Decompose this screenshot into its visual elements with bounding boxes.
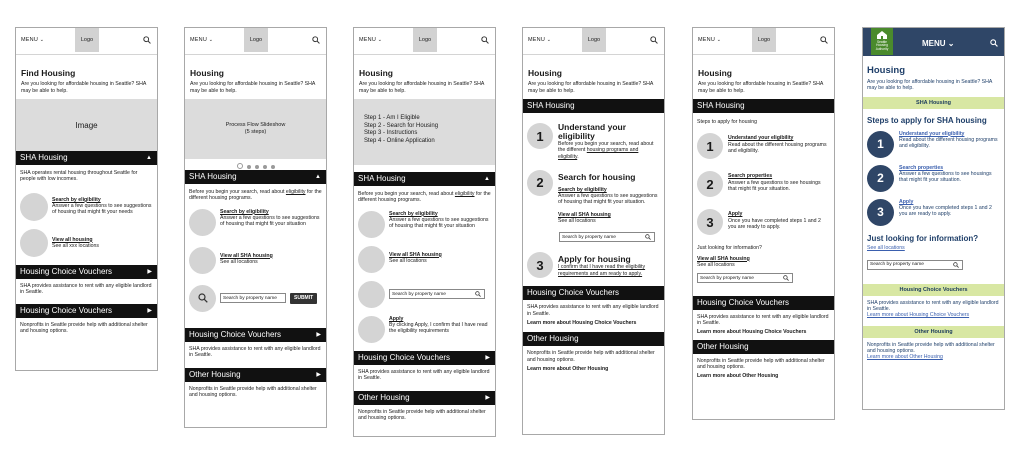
before-text: Before you begin your search, read about eligibility for the different housing programs. <box>358 191 491 204</box>
other-text: Nonprofits in Seattle provide help with additional shelter and housing options. <box>358 409 486 422</box>
search-icon[interactable] <box>820 36 828 44</box>
list-item <box>358 246 491 273</box>
view-all-housing-link[interactable]: View all housing <box>52 236 93 243</box>
circle-placeholder <box>20 193 48 221</box>
step-3 <box>527 252 660 278</box>
search-eligibility-link[interactable]: Search by eligibility <box>558 186 607 193</box>
eligibility-link[interactable]: eligibility <box>454 191 475 197</box>
caret-right-icon: ▶ <box>147 268 152 275</box>
item-text: By clicking Apply, I confirm that I have read the eligibility requirements <box>389 321 488 335</box>
view-all-sha-link[interactable]: View all SHA housing <box>220 252 273 259</box>
circle-placeholder <box>358 211 385 238</box>
header <box>185 28 326 55</box>
search-icon[interactable] <box>645 234 651 240</box>
slideshow-placeholder[interactable] <box>185 99 326 159</box>
logo: Logo <box>752 28 776 52</box>
view-all-sha-link[interactable]: View all SHA housing <box>558 211 611 218</box>
learn-hcv-link[interactable]: Learn more about Housing Choice Vouchers <box>867 312 970 319</box>
wireframe-1 <box>15 27 158 371</box>
list-item <box>358 316 491 343</box>
chevron-down-icon: ⌄ <box>947 39 955 48</box>
step-text: Once you have completed steps 1 and 2 you are ready to apply. <box>899 204 992 218</box>
item-text: Answer a few questions to see suggestions of housing that might fit your needs <box>52 202 152 216</box>
search-row <box>189 285 322 312</box>
item-text: See all xxx locations <box>52 242 99 249</box>
step-number: 3 <box>867 199 894 226</box>
section-bar-sha-housing[interactable]: SHA Housing ▲ <box>16 151 157 165</box>
hcv-text: SHA provides assistance to rent with any eligible landlord in Seattle. <box>20 282 152 295</box>
header <box>693 28 834 55</box>
search-icon[interactable] <box>650 36 658 44</box>
apply-link[interactable]: Apply <box>728 211 743 218</box>
step-1 <box>867 131 1000 158</box>
circle-placeholder <box>358 246 385 273</box>
search-icon[interactable] <box>475 291 481 297</box>
search-input[interactable]: Search by property name <box>389 289 485 299</box>
logo: Logo <box>413 28 437 52</box>
image-placeholder: Image <box>16 99 157 151</box>
step-title: Understand your eligibility <box>558 122 627 141</box>
caret-up-icon: ▲ <box>146 155 152 161</box>
wireframe-5 <box>692 27 835 420</box>
step-3 <box>697 209 830 235</box>
step-2 <box>527 170 660 224</box>
search-icon[interactable] <box>953 262 959 268</box>
search-eligibility-link[interactable]: Search by eligibility <box>52 196 101 203</box>
item-text: Answer a few questions to see suggestions of housing that might fit your situation <box>389 216 489 230</box>
learn-other-link[interactable]: Learn more about Other Housing <box>867 354 943 361</box>
info-heading: Just looking for information? <box>867 233 979 243</box>
section-bar-sha-housing[interactable]: SHA Housing ▲ <box>354 172 495 186</box>
section-bar-sha-housing[interactable]: SHA Housing <box>863 97 1004 109</box>
list-item <box>189 247 322 274</box>
steps-label: Steps to apply for housing <box>697 119 757 125</box>
step-number: 1 <box>527 123 553 149</box>
logo: Logo <box>244 28 268 52</box>
step-item[interactable]: Step 4 - Online Application <box>364 137 435 144</box>
step-text: See all locations <box>558 218 596 225</box>
confirm-apply-link[interactable]: I confirm that I have read the eligibility requirements and am ready to apply. <box>558 264 646 277</box>
section-bar-other[interactable]: Other Housing <box>693 340 834 354</box>
slideshow-steps: (5 steps) <box>244 129 267 135</box>
step-number: 2 <box>527 170 553 196</box>
step-title: Search for housing <box>558 171 636 182</box>
learn-other-link[interactable]: Learn more about Other Housing <box>697 372 779 379</box>
section-bar-sha-housing[interactable]: SHA Housing <box>693 99 834 113</box>
step-text: Once you have completed steps 1 and 2 you are ready to apply. <box>728 217 821 230</box>
header <box>523 28 664 55</box>
chevron-down-icon: ⌄ <box>716 37 722 43</box>
step-number: 2 <box>867 165 894 192</box>
step-number: 2 <box>697 171 723 197</box>
chevron-down-icon: ⌄ <box>377 37 383 43</box>
search-properties-link[interactable]: Search properties <box>728 173 773 180</box>
eligibility-link[interactable]: Understand your eligibility <box>899 130 965 137</box>
search-row <box>358 281 491 308</box>
intro-text: Are you looking for affordable housing in Seattle? SHA may be able to help. <box>867 79 993 92</box>
steps-heading: Steps to apply for SHA housing <box>867 115 987 125</box>
wireframe-6-styled <box>862 27 1005 410</box>
search-input[interactable]: Search by property name <box>559 232 655 242</box>
other-text: Nonprofits in Seattle provide help with additional shelter and housing options. <box>867 341 995 355</box>
section-bar-hcv[interactable]: Housing Choice Vouchers ▶ <box>185 328 326 342</box>
page-title: Find Housing <box>21 68 76 78</box>
caret-right-icon: ▶ <box>147 308 152 315</box>
page-title: Housing <box>359 68 393 78</box>
circle-placeholder <box>358 316 385 343</box>
menu-button[interactable]: MENU ⌄ <box>922 39 955 48</box>
step-item[interactable]: Step 2 - Search for Housing <box>364 122 439 129</box>
header <box>16 28 157 55</box>
submit-button[interactable]: SUBMIT <box>290 293 317 304</box>
wireframe-3 <box>353 27 496 437</box>
step-1 <box>697 133 830 159</box>
section-bar-hcv[interactable]: Housing Choice Vouchers ▶ <box>354 351 495 365</box>
search-icon[interactable] <box>990 39 998 47</box>
menu-button[interactable]: MENU ⌄ <box>359 37 383 43</box>
circle-placeholder <box>189 285 216 312</box>
header <box>354 28 495 55</box>
menu-button[interactable]: MENU ⌄ <box>698 37 722 43</box>
page-title: Housing <box>867 65 905 76</box>
search-icon[interactable] <box>783 275 789 281</box>
menu-button[interactable]: MENU ⌄ <box>190 37 214 43</box>
circle-placeholder <box>358 281 385 308</box>
housing-programs-link[interactable]: housing programs and eligibility <box>558 147 639 160</box>
caret-right-icon: ▶ <box>485 395 490 402</box>
view-all-sha-link[interactable]: View all SHA housing <box>389 251 442 258</box>
section-bar-other[interactable]: Other Housing <box>523 332 664 346</box>
page-title: Housing <box>190 68 224 78</box>
section-bar-other[interactable]: Other Housing ▶ <box>354 391 495 405</box>
apply-link[interactable]: Apply <box>389 315 404 322</box>
wireframe-2 <box>184 27 327 428</box>
learn-other-link[interactable]: Learn more about Other Housing <box>527 365 609 372</box>
caret-right-icon: ▶ <box>485 354 490 361</box>
intro-text: Are you looking for affordable housing in Seattle? SHA may be able to help. <box>698 81 824 94</box>
caret-right-icon: ▶ <box>316 372 321 379</box>
circle-placeholder <box>20 229 48 257</box>
step-title: Apply for housing <box>558 254 631 265</box>
section-bar-other[interactable]: Other Housing ▶ <box>185 368 326 382</box>
search-icon[interactable] <box>143 36 151 44</box>
step-3 <box>867 199 1000 226</box>
wireframe-4 <box>522 27 665 435</box>
caret-up-icon: ▲ <box>484 176 490 182</box>
step-text: Read about the different housing programs and eligibility. <box>899 136 998 150</box>
intro-text: Are you looking for affordable housing in Seattle? SHA may be able to help. <box>21 81 147 94</box>
caret-right-icon: ▶ <box>316 331 321 338</box>
search-eligibility-link[interactable]: Search by eligibility <box>220 208 269 215</box>
step-item[interactable]: Step 1 - Am I Eligible <box>364 115 420 121</box>
step-2 <box>867 165 1000 192</box>
sha-logo: Seattle Housing Authority <box>871 28 893 55</box>
step-text: Answer a few questions to see suggestions of housing that might fit your situation. <box>558 193 658 206</box>
learn-hcv-link[interactable]: Learn more about Housing Choice Vouchers <box>527 319 637 326</box>
circle-placeholder <box>189 209 216 236</box>
logo: Logo <box>75 28 99 52</box>
see-all-locations-link[interactable]: See all locations <box>867 244 905 251</box>
house-icon <box>876 30 888 39</box>
other-text: Nonprofits in Seattle provide help with additional shelter and housing options. <box>189 386 317 399</box>
chevron-down-icon: ⌄ <box>546 37 552 43</box>
step-number: 3 <box>527 252 553 278</box>
menu-button[interactable]: MENU ⌄ <box>528 37 552 43</box>
search-icon[interactable] <box>481 36 489 44</box>
item-text: See all locations <box>220 258 258 265</box>
step-1 <box>527 123 660 160</box>
step-text: Answer a few questions to see housings that might fit your situation. <box>728 179 821 192</box>
section-bar-hcv[interactable]: Housing Choice Vouchers <box>693 296 834 310</box>
list-item <box>189 209 322 236</box>
list-item <box>20 193 153 221</box>
search-input[interactable]: Search by property name <box>697 273 793 283</box>
other-text: Nonprofits in Seattle provide help with additional shelter and housing options. <box>527 350 655 363</box>
section-bar-sha-housing[interactable]: SHA Housing <box>523 99 664 113</box>
hcv-text: SHA provides assistance to rent with any eligible landlord in Seattle. <box>867 299 999 313</box>
intro-text: Are you looking for affordable housing in Seattle? SHA may be able to help. <box>190 81 316 94</box>
step-2 <box>697 171 830 197</box>
other-text: Nonprofits in Seattle provide help with additional shelter and housing options. <box>20 322 148 335</box>
step-number: 1 <box>697 133 723 159</box>
search-properties-link[interactable]: Search properties <box>899 164 944 171</box>
view-text: See all locations <box>697 261 735 268</box>
step-number: 1 <box>867 131 894 158</box>
search-icon <box>198 293 208 303</box>
step-text: Answer a few questions to see housings that might fit your situation. <box>899 170 992 184</box>
chevron-down-icon: ⌄ <box>39 37 45 43</box>
apply-link[interactable]: Apply <box>899 198 914 205</box>
section-bar-hcv[interactable]: Housing Choice Vouchers <box>523 286 664 300</box>
search-input[interactable]: Search by property name <box>220 293 286 303</box>
caret-up-icon: ▲ <box>315 174 321 180</box>
sha-text: SHA operates rental housing throughout Seattle for people with low incomes. <box>20 170 138 183</box>
eligibility-link[interactable]: eligibility <box>285 189 306 195</box>
search-icon[interactable] <box>312 36 320 44</box>
intro-text: Are you looking for affordable housing in Seattle? SHA may be able to help. <box>359 81 485 94</box>
step-text: Before you begin your search, read about the different housing programs and eligibility. <box>558 141 654 160</box>
learn-hcv-link[interactable]: Learn more about Housing Choice Vouchers <box>697 328 807 335</box>
eligibility-link[interactable]: Understand your eligibility <box>728 135 794 142</box>
search-input[interactable]: Search by property name <box>867 260 963 270</box>
page-title: Housing <box>528 68 562 78</box>
before-text: Before you begin your search, read about eligibility for the different housing programs. <box>189 189 322 202</box>
page-title: Housing <box>698 68 732 78</box>
slideshow-label: Process Flow Slideshow <box>225 122 286 128</box>
item-text: See all locations <box>389 257 427 264</box>
hcv-text: SHA provides assistance to rent with any eligible landlord in Seattle. <box>189 345 321 358</box>
hcv-text: SHA provides assistance to rent with any eligible landlord in Seattle. <box>358 368 490 381</box>
step-text: Read about the different housing programs and eligibility. <box>728 141 827 154</box>
chevron-down-icon: ⌄ <box>208 37 214 43</box>
hcv-text: SHA provides assistance to rent with any eligible landlord in Seattle. <box>697 314 829 327</box>
hcv-text: SHA provides assistance to rent with any eligible landlord in Seattle. <box>527 304 659 317</box>
step-item[interactable]: Step 3 - Instructions <box>364 130 418 136</box>
section-bar-sha-housing[interactable]: SHA Housing ▲ <box>185 170 326 184</box>
intro-text: Are you looking for affordable housing in Seattle? SHA may be able to help. <box>528 81 654 94</box>
section-bar-other[interactable]: Housing Choice Vouchers ▶ <box>16 304 157 318</box>
list-item <box>358 211 491 238</box>
item-text: Answer a few questions to see suggestions of housing that might fit your situation <box>220 214 320 228</box>
view-all-sha-link[interactable]: View all SHA housing <box>697 255 750 262</box>
slideshow-dots[interactable] <box>185 160 326 170</box>
section-bar-other[interactable]: Other Housing <box>863 326 1004 338</box>
menu-button[interactable]: MENU ⌄ <box>21 37 45 43</box>
circle-placeholder <box>189 247 216 274</box>
header <box>863 28 1004 56</box>
section-bar-hcv[interactable]: Housing Choice Vouchers ▶ <box>16 265 157 279</box>
step-number: 3 <box>697 209 723 235</box>
list-item <box>20 229 153 257</box>
info-label: Just looking for information? <box>697 245 762 252</box>
logo: Logo <box>582 28 606 52</box>
other-text: Nonprofits in Seattle provide help with additional shelter and housing options. <box>697 358 825 371</box>
steps-panel <box>354 99 495 165</box>
section-bar-hcv[interactable]: Housing Choice Vouchers <box>863 284 1004 296</box>
search-eligibility-link[interactable]: Search by eligibility <box>389 210 438 217</box>
